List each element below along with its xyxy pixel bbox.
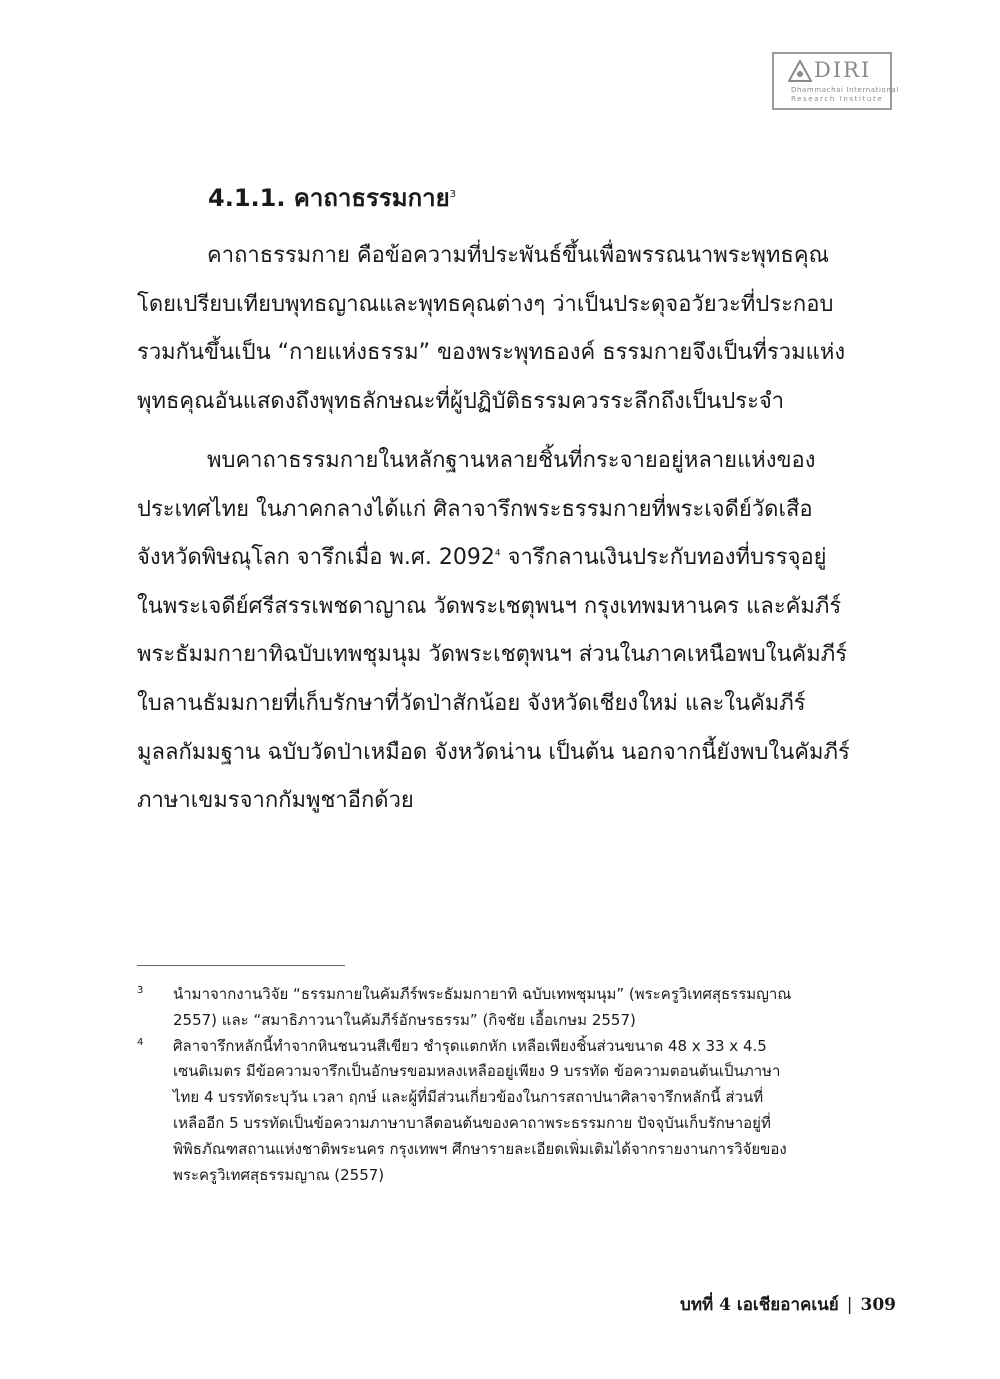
logo-name: DIRI [814, 58, 872, 82]
paragraph-2-line-3-end: จารึกลานเงินประกับทองที่บรรจุอยู่ [500, 545, 827, 571]
footer-separator: | [846, 1295, 853, 1315]
section-heading [208, 178, 456, 217]
chapter-title: บทที่ 4 เอเชียอาคเนย์ [680, 1295, 839, 1315]
footnote-4-line: เหลืออีก 5 บรรทัดเป็นข้อความภาษาบาลีตอนต้นของคาถาพระธรรมกาย ปัจจุบันเก็บรักษาอยู่ที่ [173, 1113, 771, 1132]
paragraph-2-line: ในพระเจดีย์ศรีสรรเพชดาญาณ วัดพระเชตุพนฯ กรุงเทพมหานคร และคัมภีร์ [137, 593, 842, 619]
paragraph-2-line: ประเทศไทย ในภาคกลางได้แก่ ศิลาจารึกพระธรรมกายที่พระเจดีย์วัดเสือ [137, 496, 813, 522]
paragraph-1-line: รวมกันขึ้นเป็น “กายแห่งธรรม” ของพระพุทธองค์ ธรรมกายจึงเป็นที่รวมแห่ง [137, 340, 846, 366]
footnote-4-line: ไทย 4 บรรทัดระบุวัน เวลา ฤกษ์ และผู้ที่มีส่วนเกี่ยวข้องในการสถาปนาศิลาจารึกหลักนี้ ส่วนที่ [173, 1088, 764, 1107]
footnote-4-text: ศิลาจารึกหลักนี้ทำจากหินชนวนสีเขียว ชำรุดแตกหัก เหลือเพียงชิ้นส่วนขนาด 48 x 33 x 4.5 [173, 1036, 767, 1055]
logo-line-2: Research Institute [791, 95, 884, 103]
footnote-3-text: นำมาจากงานวิจัย “ธรรมกายในคัมภีร์พระธัมมกายาทิ ฉบับเทพชุมนุม” (พระครูวิเทศสุธรรมญาณ [173, 985, 792, 1003]
paragraph-1 [137, 232, 897, 426]
footnote-3-number: 3 [137, 985, 144, 996]
paragraph-1-line: พุทธคุณอันแสดงถึงพุทธลักษณะที่ผู้ปฏิบัติธรรมควรระลึกถึงเป็นประจำ [137, 388, 785, 414]
footnote-divider [137, 965, 345, 966]
logo-line-1: Dhammachai International [791, 86, 899, 94]
footnote-4-line: เซนติเมตร มีข้อความจารึกเป็นอักษรขอมหลงเหลืออยู่เพียง 9 บรรทัด ข้อความตอนต้นเป็นภาษา [173, 1062, 781, 1081]
section-heading-text: 4.1.1. คาถาธรรมกาย [208, 184, 450, 212]
footnote-ref-3: 3 [449, 189, 457, 200]
paragraph-2-line: ภาษาเขมรจากกัมพูชาอีกด้วย [137, 788, 414, 814]
paragraph-2-line [137, 534, 897, 583]
paragraph-2-line: พบคาถาธรรมกายในหลักฐานหลายชิ้นที่กระจายอยู่หลายแห่งของ [207, 448, 816, 473]
footnote-3-line: 2557) และ “สมาธิภาวนาในคัมภีร์อักษรธรรม” (กิจชัย เอื้อเกษม 2557) [173, 1010, 636, 1029]
paragraph-2 [137, 437, 897, 826]
footnote-4-line: พระครูวิเทศสุธรรมญาณ (2557) [173, 1165, 385, 1184]
footnote-ref-4: 4 [494, 548, 501, 559]
footnote-3-line [137, 982, 897, 1008]
triangle-logo-icon [788, 60, 812, 82]
diri-logo [772, 52, 899, 110]
paragraph-2-line: มูลลกัมมฐาน ฉบับวัดป่าเหมือด จังหวัดน่าน เป็นต้น นอกจากนี้ยังพบในคัมภีร์ [137, 739, 850, 765]
page-footer [680, 1291, 896, 1318]
footnote-4-line [137, 1034, 897, 1060]
footnotes [137, 982, 897, 1188]
footnote-4-number: 4 [137, 1036, 144, 1048]
paragraph-2-line-3-start: จังหวัดพิษณุโลก จารึกเมื่อ พ.ศ. 2092 [137, 545, 495, 571]
paragraph-2-line: พระธัมมกายาทิฉบับเทพชุมนุม วัดพระเชตุพนฯ ส่วนในภาคเหนือพบในคัมภีร์ [137, 642, 848, 668]
footnote-4-line: พิพิธภัณฑสถานแห่งชาติพระนคร กรุงเทพฯ ศึกษารายละเอียดเพิ่มเติมได้จากรายงานการวิจัยของ [173, 1139, 787, 1158]
paragraph-1-line: โดยเปรียบเทียบพุทธญาณและพุทธคุณต่างๆ ว่าเป็นประดุจอวัยวะที่ประกอบ [137, 291, 834, 317]
paragraph-2-line: ใบลานธัมมกายที่เก็บรักษาที่วัดป่าสักน้อย จังหวัดเชียงใหม่ และในคัมภีร์ [137, 690, 806, 716]
page-number: 309 [860, 1295, 896, 1315]
paragraph-1-line: คาถาธรรมกาย คือข้อความที่ประพันธ์ขึ้นเพื่อพรรณนาพระพุทธคุณ [207, 243, 829, 268]
